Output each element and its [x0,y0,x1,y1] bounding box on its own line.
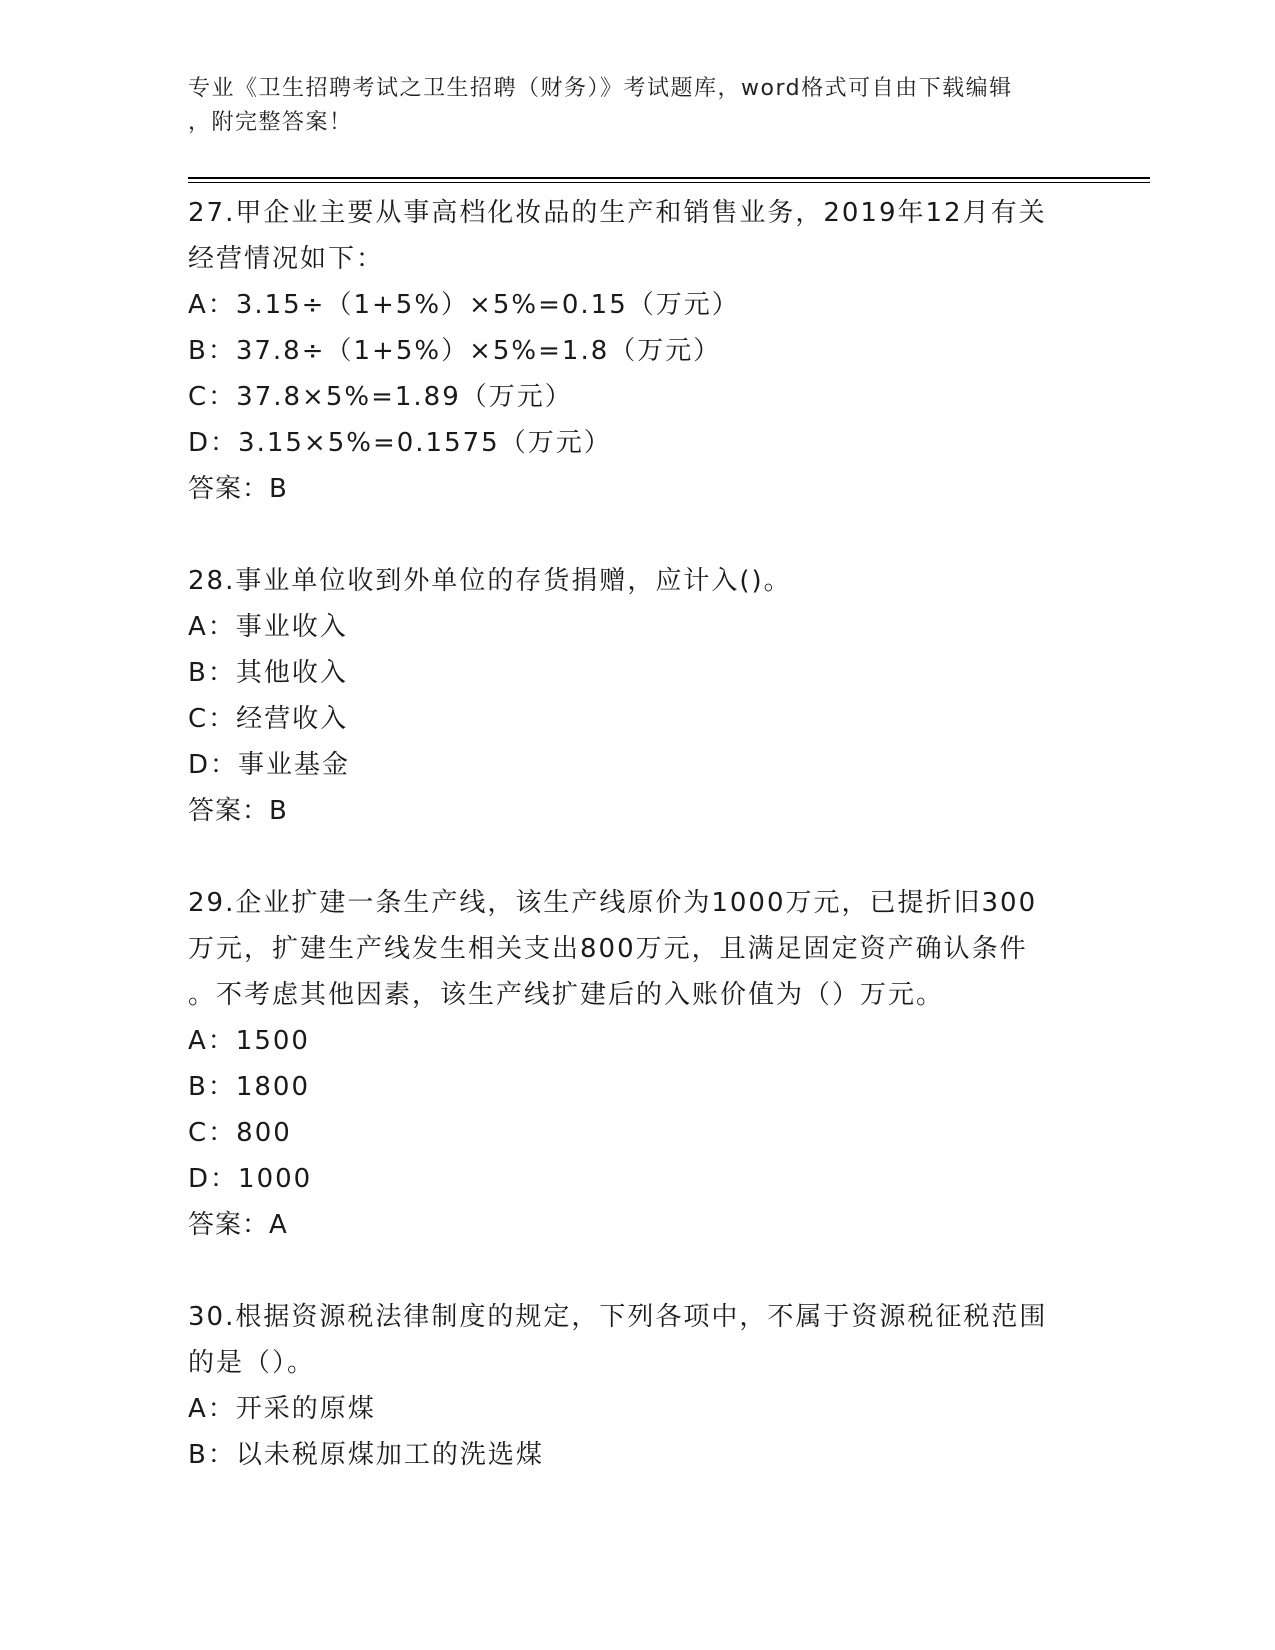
option-b: B：其他收入 [188,658,348,688]
header-divider-thick [188,177,1150,179]
option-a: A：3.15÷（1+5%）×5%=0.15（万元） [188,290,740,320]
option-d: D：1000 [188,1164,313,1194]
answer: 答案：B [188,474,288,504]
question-stem-line: 经营情况如下： [188,244,385,274]
question-stem-line: 的是（）。 [188,1348,316,1378]
option-a: A：1500 [188,1026,310,1056]
option-b: B：1800 [188,1072,311,1102]
option-a: A：事业收入 [188,612,348,642]
option-b: B：37.8÷（1+5%）×5%=1.8（万元） [188,336,722,366]
question-stem-line: 30.根据资源税法律制度的规定，下列各项中，不属于资源税征税范围 [188,1302,1048,1332]
option-b: B：以未税原煤加工的洗选煤 [188,1440,544,1470]
option-d: D：事业基金 [188,750,351,780]
option-c: C：37.8×5%=1.89（万元） [188,382,573,412]
option-d: D：3.15×5%=0.1575（万元） [188,428,612,458]
question-stem-line: 。不考虑其他因素，该生产线扩建后的入账价值为（）万元。 [188,980,945,1010]
question-list [188,190,1088,1478]
header-line-2: ，附完整答案！ [188,110,353,135]
question-stem-line: 28.事业单位收到外单位的存货捐赠，应计入()。 [188,566,792,596]
answer: 答案：B [188,796,288,826]
header-divider-thin [188,182,1150,183]
question-stem-line: 27.甲企业主要从事高档化妆品的生产和销售业务，2019年12月有关 [188,198,1047,228]
document-header [188,72,1068,140]
question-29 [188,880,1088,1248]
option-c: C：经营收入 [188,704,349,734]
question-30 [188,1294,1088,1478]
answer: 答案：A [188,1210,288,1240]
question-28 [188,558,1088,834]
question-stem-line: 万元，扩建生产线发生相关支出800万元，且满足固定资产确认条件 [188,934,1028,964]
option-c: C：800 [188,1118,292,1148]
option-a: A：开采的原煤 [188,1394,376,1424]
header-line-1: 专业《卫生招聘考试之卫生招聘（财务）》考试题库，word格式可自由下载编辑 [188,76,1013,101]
question-stem-line: 29.企业扩建一条生产线，该生产线原价为1000万元，已提折旧300 [188,888,1038,918]
question-27 [188,190,1088,512]
